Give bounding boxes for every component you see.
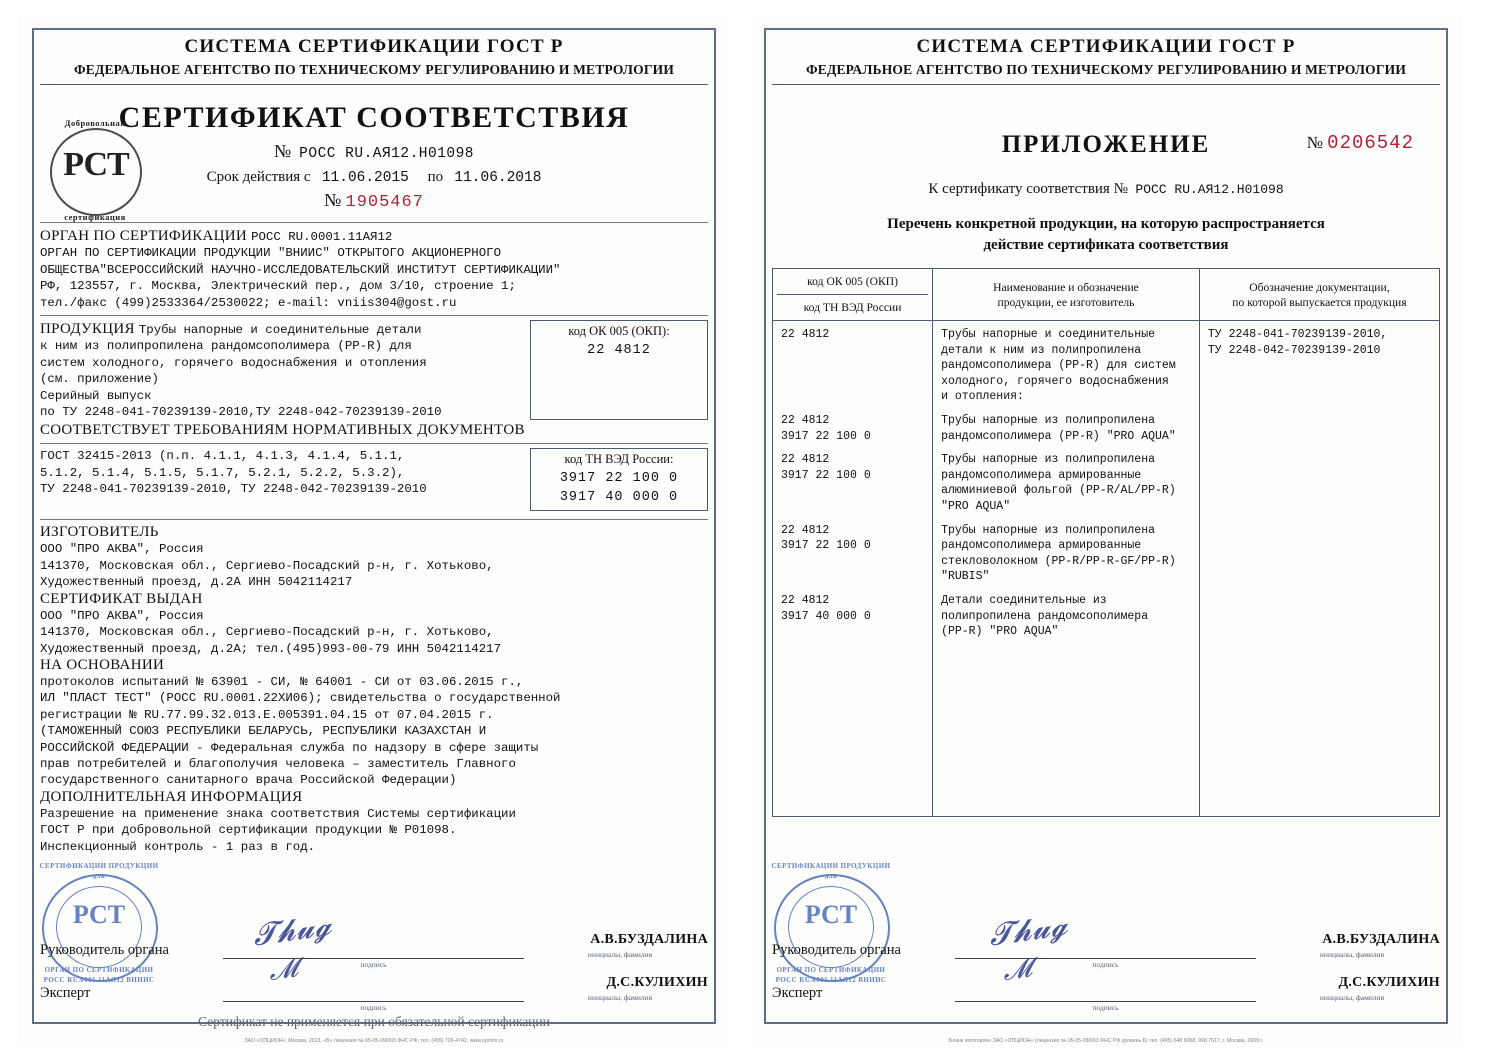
row4-name-4: "RUBIS" bbox=[941, 570, 990, 584]
appendix-sheet bbox=[750, 14, 1462, 1046]
name-caption: инициалы, фамилия bbox=[587, 950, 653, 959]
row5-name-1: Детали соединительные из bbox=[941, 593, 1107, 607]
issued-to-line-3: Художественный проезд, д.2А; тел.(495)993-00-79 ИНН 5042114217 bbox=[40, 641, 502, 656]
organ-label: ОРГАН ПО СЕРТИФИКАЦИИ bbox=[40, 228, 248, 244]
additional-line-2: ГОСТ Р при добровольной сертификации продукции № Р01098. bbox=[40, 823, 457, 838]
row2-name-1: Трубы напорные из полипропилена bbox=[941, 413, 1156, 427]
appendix-subtitle-number: РОСС RU.АЯ12.Н01098 bbox=[1135, 182, 1284, 197]
table-row bbox=[773, 407, 1440, 446]
validity-to: 11.06.2018 bbox=[454, 170, 542, 186]
basis-line-7: государственного санитарного врача Российской Федерации) bbox=[40, 773, 457, 788]
form-number-symbol: № bbox=[324, 190, 342, 210]
header-docs bbox=[1199, 269, 1439, 321]
appendix-description bbox=[772, 214, 1440, 256]
row2-name-2: рандомсополимера (PP-R) "PRO AQUA" bbox=[941, 429, 1176, 443]
appendix-number-symbol: № bbox=[1306, 133, 1323, 152]
tnved-caption: код ТН ВЭД России: bbox=[564, 452, 674, 467]
expert-signature-line bbox=[223, 953, 524, 1012]
appendix-expert-name-text: Д.С.КУЛИХИН bbox=[1338, 975, 1440, 990]
appendix-number: 0206542 bbox=[1327, 132, 1414, 154]
appendix-subtitle-label: К сертификату соответствия № bbox=[928, 181, 1128, 197]
basis-line-6: прав потребителей и благополучия человека – заместитель Главного bbox=[40, 756, 516, 771]
divider-manufacturer bbox=[40, 519, 708, 520]
gost-r-logo bbox=[36, 118, 154, 222]
seal-arc-top: СЕРТИФИКАЦИИ ПРОДУКЦИИ bbox=[39, 862, 159, 870]
manufacturer-label: ИЗГОТОВИТЕЛЬ bbox=[40, 524, 159, 541]
head-signature-line bbox=[223, 908, 524, 969]
basis-label: НА ОСНОВАНИИ bbox=[40, 656, 165, 673]
seal-center-text-appendix: РСТ bbox=[804, 900, 858, 929]
appendix-head-signature-line bbox=[955, 908, 1256, 969]
header-product-line-1: Наименование и обозначение bbox=[993, 280, 1139, 294]
basis-line-2: ИЛ "ПЛАСТ ТЕСТ" (РОСС RU.0001.22ХИ06); свидетельства о государственной bbox=[40, 691, 561, 706]
row3-name bbox=[933, 446, 1200, 516]
conformity-line-3: ТУ 2248-041-70239139-2010, ТУ 2248-042-70239139-2010 bbox=[40, 482, 427, 497]
organ-line-4: тел./факс (499)2533364/2530022; e-mail: vniis304@gost.ru bbox=[40, 295, 457, 310]
tnved-value-2: 3917 40 000 0 bbox=[559, 490, 679, 506]
row3-name-2: рандомсополимера армированные bbox=[941, 468, 1142, 482]
handwritten-signature-appendix: 𝓣𝓱𝓾𝓰 bbox=[987, 908, 1070, 953]
issued-to-line-1: ООО "ПРО АКВА", Россия bbox=[40, 608, 204, 623]
additional-label: ДОПОЛНИТЕЛЬНАЯ ИНФОРМАЦИЯ bbox=[40, 788, 303, 805]
product-line-5: Серийный выпуск bbox=[40, 388, 152, 403]
expert-name bbox=[532, 975, 708, 1002]
row3-code-1: 22 4812 bbox=[781, 453, 830, 467]
logo-arc-top: Добровольная bbox=[64, 118, 126, 128]
head-name bbox=[532, 932, 708, 959]
appendix-expert-label: Эксперт bbox=[772, 985, 823, 1001]
tnved-value-1: 3917 22 100 0 bbox=[559, 471, 679, 487]
seal-arc-bottom-2: РОСС RU.0001.11АЯ12 ВНИИС bbox=[43, 976, 155, 984]
handwritten-signature-expert: 𝓜 bbox=[266, 953, 300, 986]
divider-top bbox=[40, 222, 708, 223]
basis-line-4: (ТАМОЖЕННЫЙ СОЮЗ РЕСПУБЛИКИ БЕЛАРУСЬ, РЕСПУБЛИКИ КАЗАХСТАН И bbox=[40, 724, 487, 739]
page-title: СЕРТИФИКАТ СООТВЕТСТВИЯ bbox=[118, 101, 630, 134]
seal-arc-top-appendix: СЕРТИФИКАЦИИ ПРОДУКЦИИ bbox=[771, 862, 891, 870]
row5-name bbox=[933, 587, 1200, 817]
row2-codes bbox=[773, 407, 933, 446]
appendix-sign-caption: подпись bbox=[1092, 960, 1119, 969]
row1-code-1: 22 4812 bbox=[781, 328, 830, 341]
logo-center-text: РСТ bbox=[63, 146, 129, 183]
appendix-sign-caption-expert: подпись bbox=[1092, 1003, 1119, 1012]
okp-code-box bbox=[530, 320, 708, 420]
table-row bbox=[773, 517, 1440, 587]
row4-code-1: 22 4812 bbox=[781, 523, 830, 537]
row2-name bbox=[933, 407, 1200, 446]
conformity-label: СООТВЕТСТВУЕТ ТРЕБОВАНИЯМ НОРМАТИВНЫХ ДОКУМЕНТОВ bbox=[40, 422, 525, 439]
additional-line-1: Разрешение на применение знака соответствия Системы сертификации bbox=[40, 806, 516, 821]
divider-organ bbox=[40, 315, 708, 316]
basis-line-3: регистрации № RU.77.99.32.013.Е.005391.04.15 от 07.04.2015 г. bbox=[40, 707, 494, 722]
validity-to-label: по bbox=[427, 169, 444, 185]
appendix-description-line-1: Перечень конкретной продукции, на которую распространяется bbox=[887, 216, 1325, 232]
conformity-line-2: 5.1.2, 5.1.4, 5.1.5, 5.1.7, 5.2.1, 5.2.2, 5.3.2), bbox=[40, 465, 405, 480]
tnved-code-box bbox=[530, 448, 708, 511]
appendix-expert-signature-line bbox=[955, 953, 1256, 1012]
system-title: СИСТЕМА СЕРТИФИКАЦИИ ГОСТ Р bbox=[184, 36, 564, 57]
certificate-tiny-print: ЗАО «ОПЦИОН», Москва, 2013, «Б» лицензия № 05-05-09/003 ФНС РФ, тел. (495) 726-4742, www.opcion.ru bbox=[244, 1038, 504, 1044]
appendix-head-name bbox=[1264, 932, 1440, 959]
row1-name-2: детали к ним из полипропилена bbox=[941, 343, 1142, 357]
row2-code-1: 22 4812 bbox=[781, 413, 830, 427]
additional-line-3: Инспекционный контроль - 1 раз в год. bbox=[40, 839, 316, 854]
manufacturer-line-1: ООО "ПРО АКВА", Россия bbox=[40, 542, 204, 557]
appendix-expert-name bbox=[1264, 975, 1440, 1002]
appendix-title: ПРИЛОЖЕНИЕ bbox=[1001, 131, 1211, 158]
certificate-footnote: Сертификат не применяется при обязательной сертификации bbox=[198, 1014, 550, 1029]
row4-name-2: рандомсополимера армированные bbox=[941, 539, 1142, 553]
certificate-header bbox=[40, 36, 708, 85]
okp-value: 22 4812 bbox=[587, 343, 651, 359]
appendix-tiny-print: Бланк изготовлен ЗАО «ОПЦИОН» (лицензия № 05-05-09/003 ФНС РФ уровень Б) тел. (495) 648 6068, 998 7617, г. Москва, 2009 г. bbox=[948, 1038, 1264, 1044]
row4-code-2: 3917 22 100 0 bbox=[781, 539, 871, 553]
table-row bbox=[773, 446, 1440, 516]
header-docs-line-1: Обозначение документации, bbox=[1249, 280, 1390, 294]
row3-code-2: 3917 22 100 0 bbox=[781, 468, 871, 482]
number-symbol: № bbox=[273, 141, 292, 161]
row5-spacer bbox=[781, 624, 926, 814]
seal-arc-bottom-1-appendix: ОРГАН ПО СЕРТИФИКАЦИИ bbox=[776, 966, 886, 974]
row4-name-1: Трубы напорные из полипропилена bbox=[941, 523, 1156, 537]
product-line-6: по ТУ 2248-041-70239139-2010,ТУ 2248-042-70239139-2010 bbox=[40, 405, 442, 420]
row3-codes bbox=[773, 446, 933, 516]
appendix-header bbox=[772, 36, 1440, 85]
row5-name-2: полипропилена рандомсополимера bbox=[941, 609, 1149, 623]
head-name-text: А.В.БУЗДАЛИНА bbox=[590, 932, 708, 947]
divider-conformity bbox=[40, 443, 708, 444]
issued-to-label: СЕРТИФИКАТ ВЫДАН bbox=[40, 590, 203, 607]
sign-caption-expert: подпись bbox=[360, 1003, 387, 1012]
row3-name-3: алюминиевой фольгой (PP-R/AL/PP-R) bbox=[941, 484, 1176, 498]
seal-center-text: РСТ bbox=[72, 900, 126, 929]
expert-name-text: Д.С.КУЛИХИН bbox=[606, 975, 708, 990]
validity-from-label: Срок действия с bbox=[206, 169, 311, 185]
form-number: 1905467 bbox=[345, 193, 424, 212]
header-codes bbox=[773, 269, 933, 321]
basis-line-1: протоколов испытаний № 63901 - СИ, № 64001 - СИ от 03.06.2015 г., bbox=[40, 674, 524, 689]
organ-line-2: ОБЩЕСТВА"ВСЕРОССИЙСКИЙ НАУЧНО-ИССЛЕДОВАТЕЛЬСКИЙ ИНСТИТУТ СЕРТИФИКАЦИИ" bbox=[40, 262, 561, 277]
issued-to-line-2: 141370, Московская обл., Сергиево-Посадский р-н, г. Хотьково, bbox=[40, 625, 494, 640]
manufacturer-line-2: 141370, Московская обл., Сергиево-Посадский р-н, г. Хотьково, bbox=[40, 558, 494, 573]
row1-name-3: рандомсополимера (PP-R) для систем bbox=[941, 359, 1176, 373]
appendix-name-caption: инициалы, фамилия bbox=[1319, 950, 1385, 959]
row4-name bbox=[933, 517, 1200, 587]
sign-caption: подпись bbox=[360, 960, 387, 969]
table-row bbox=[773, 321, 1440, 407]
manufacturer-line-3: Художественный проезд, д.2А ИНН 5042114217 bbox=[40, 575, 353, 590]
validity-from: 11.06.2015 bbox=[321, 170, 409, 186]
row3-name-1: Трубы напорные из полипропилена bbox=[941, 453, 1156, 467]
row5-docs bbox=[1199, 587, 1439, 817]
row3-docs bbox=[1199, 446, 1439, 516]
organ-line-3: РФ, 123557, г. Москва, Электрический пер., дом 3/10, строение 1; bbox=[40, 279, 516, 294]
appendix-subtitle bbox=[772, 181, 1440, 198]
appendix-head-name-text: А.В.БУЗДАЛИНА bbox=[1322, 932, 1440, 947]
seal-arc-bottom-1: ОРГАН ПО СЕРТИФИКАЦИИ bbox=[44, 966, 154, 974]
certificate-number: РОСС RU.АЯ12.Н01098 bbox=[299, 146, 474, 162]
appendix-system-title: СИСТЕМА СЕРТИФИКАЦИИ ГОСТ Р bbox=[916, 36, 1296, 57]
row1-name-5: и отопления: bbox=[941, 390, 1024, 404]
row5-code-1: 22 4812 bbox=[781, 593, 830, 607]
okp-caption: код ОК 005 (ОКП): bbox=[568, 324, 670, 339]
row1-codes bbox=[773, 321, 933, 407]
handwritten-signature-expert-appendix: 𝓜 bbox=[1000, 953, 1034, 986]
header-docs-line-2: по которой выпускается продукция bbox=[1232, 295, 1407, 309]
appendix-head-label: Руководитель органа bbox=[772, 942, 901, 958]
row4-docs bbox=[1199, 517, 1439, 587]
name-caption-expert: инициалы, фамилия bbox=[587, 993, 653, 1002]
handwritten-signature: 𝓣𝓱𝓾𝓰 bbox=[251, 908, 334, 953]
product-line-2: к ним из полипропилена рандомсополимера (PP-R) для bbox=[40, 339, 412, 354]
row1-docs bbox=[1199, 321, 1439, 407]
row4-name-3: стекловолокном (PP-R/PP-R-GF/PP-R) bbox=[941, 554, 1176, 568]
seal-arc-bottom-2-appendix: РОСС RU.0001.11АЯ12 ВНИИС bbox=[775, 976, 887, 984]
appendix-description-line-2: действие сертификата соответствия bbox=[983, 237, 1229, 253]
header-okp: код ОК 005 (ОКП) bbox=[777, 274, 928, 295]
row2-code-2: 3917 22 100 0 bbox=[781, 429, 871, 443]
header-tnved: код ТН ВЭД России bbox=[803, 301, 902, 314]
row1-name bbox=[933, 321, 1200, 407]
header-product-line-2: продукции, ее изготовитель bbox=[997, 295, 1135, 309]
product-line-1: Трубы напорные и соединительные детали bbox=[138, 323, 422, 338]
head-label: Руководитель органа bbox=[40, 942, 169, 958]
row1-doc-2: ТУ 2248-042-70239139-2010 bbox=[1207, 343, 1381, 357]
row1-name-1: Трубы напорные и соединительные bbox=[941, 328, 1156, 341]
organ-line-1: ОРГАН ПО СЕРТИФИКАЦИИ ПРОДУКЦИИ "ВНИИС" ОТКРЫТОГО АКЦИОНЕРНОГО bbox=[40, 246, 502, 261]
row5-name-3: (PP-R) "PRO AQUA" bbox=[941, 625, 1059, 639]
row3-name-4: "PRO AQUA" bbox=[941, 499, 1011, 513]
appendix-name-caption-expert: инициалы, фамилия bbox=[1319, 993, 1385, 1002]
header-product-name bbox=[933, 269, 1200, 321]
seal-arc-for: для bbox=[92, 872, 106, 880]
product-line-3: систем холодного, горячего водоснабжения и отопления bbox=[40, 355, 427, 370]
agency-title: ФЕДЕРАЛЬНОЕ АГЕНТСТВО ПО ТЕХНИЧЕСКОМУ РЕГУЛИРОВАНИЮ И МЕТРОЛОГИИ bbox=[73, 62, 675, 77]
basis-line-5: РОССИЙСКОЙ ФЕДЕРАЦИИ - Федеральная служба по надзору в сфере защиты bbox=[40, 740, 539, 755]
row2-docs bbox=[1199, 407, 1439, 446]
row5-codes bbox=[773, 587, 933, 817]
appendix-agency-title: ФЕДЕРАЛЬНОЕ АГЕНТСТВО ПО ТЕХНИЧЕСКОМУ РЕГУЛИРОВАНИЮ И МЕТРОЛОГИИ bbox=[805, 62, 1407, 77]
row4-codes bbox=[773, 517, 933, 587]
seal-arc-for-appendix: для bbox=[824, 872, 838, 880]
conformity-line-1: ГОСТ 32415-2013 (п.п. 4.1.1, 4.1.3, 4.1.4, 5.1.1, bbox=[40, 449, 405, 464]
expert-label: Эксперт bbox=[40, 985, 91, 1001]
product-table bbox=[772, 268, 1440, 817]
certificate-sheet bbox=[18, 14, 730, 1046]
organ-code: РОСС RU.0001.11АЯ12 bbox=[251, 230, 393, 244]
product-line-4: (см. приложение) bbox=[40, 372, 159, 387]
table-row bbox=[773, 587, 1440, 817]
row5-code-2: 3917 40 000 0 bbox=[781, 609, 871, 623]
product-label: ПРОДУКЦИЯ bbox=[40, 321, 135, 338]
logo-arc-bottom: сертификация bbox=[64, 212, 126, 222]
row1-doc-1: ТУ 2248-041-70239139-2010, bbox=[1207, 328, 1388, 341]
table-header-row bbox=[773, 269, 1440, 321]
row1-name-4: холодного, горячего водоснабжения bbox=[941, 374, 1169, 388]
appendix-number-line bbox=[1307, 132, 1414, 154]
